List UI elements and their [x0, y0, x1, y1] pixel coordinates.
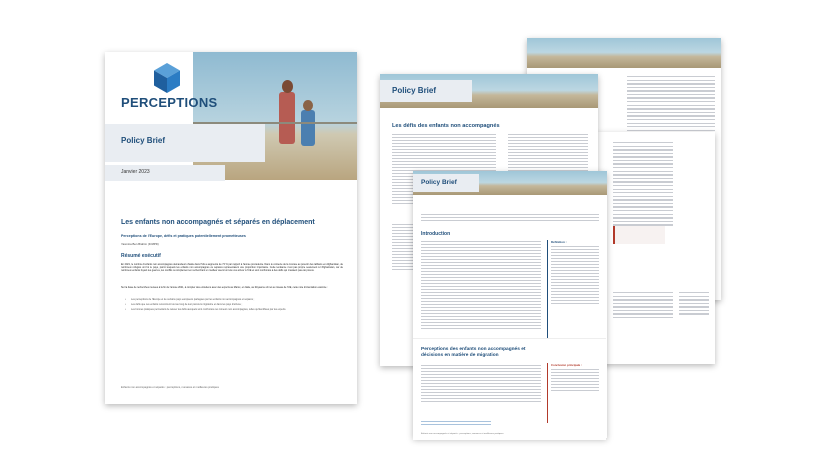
page4-footer: Enfants non accompagnés et séparés : perceptions, menaces et meilleures pratiques	[421, 433, 504, 435]
brand-name: PERCEPTIONS	[121, 95, 218, 110]
page3-lead-text	[421, 214, 599, 223]
author: Yasmina Ben Brahim (ICMPD)	[121, 242, 159, 246]
document-subtitle: Perceptions de l'Europe, défis et pratiques potentiellement prometteuses	[121, 234, 246, 238]
summary-paragraph-2: Sur la base de recherches menées à la fin de l'année 2021, à compter des entretiens avec des experts au Maroc, en Italie, au Royaume-Uni et au niveau de l'UE, cette note d'orientation examine :	[121, 286, 328, 289]
hexagon-cube-logo-icon	[152, 62, 182, 94]
child-left-head	[282, 80, 293, 93]
child-right	[301, 110, 315, 146]
page-back-photo	[527, 38, 721, 68]
summary-bullet-list	[125, 298, 343, 312]
page-back-right	[597, 132, 715, 364]
summary-heading: Résumé exécutif	[121, 253, 161, 259]
page3-definition-heading: Définition :	[551, 240, 567, 244]
summary-bullet: • Les perceptions de l'Europe et de certains pays européens partagées par les enfants non accompagnés et séparés ;	[125, 298, 255, 301]
summary-bullet: • Les défis que ces enfants rencontrent tout au long de leur parcours migratoire et dans les pays d'arrivée ;	[125, 303, 243, 307]
page4-section-heading: Perceptions des enfants non accompagnés et décisions en matière de migration	[421, 347, 526, 358]
page3-intro-heading: Introduction	[421, 231, 451, 237]
summary-paragraph-1: En 2021, le nombre d'enfants non accompagnés demandeurs d'asile dans l'UE a augmenté de 72 % par rapport à l'année précédente. Dans le contexte de la montée au pouvoir des talibans en Afghanistan, de nombreux réfugiés ont fui le pays, parmi lesquels les enfants non accompagnés ou séparés représentaient une proportion importante. Cette tendance n'est pas propre seulement à l'Afghanistan, car de nombreux enfants fuyant les guerres, les conflits ou simplement en recherchant un meilleur avenir ont été vus arriver à l'UE et sont confrontés à des défis qui n'avaient pas été prévus.	[121, 263, 343, 273]
page2-section-heading: Les défis des enfants non accompagnés	[392, 123, 500, 129]
page-right-sidebar	[679, 292, 709, 317]
cover-footer: Enfants non accompagnés et séparés : perceptions, menaces et meilleures pratiques	[121, 386, 219, 389]
page-right-text-2	[613, 292, 673, 321]
page3-definition-box	[547, 240, 599, 350]
child-right-head	[303, 100, 313, 111]
page-right-red-highlight	[613, 226, 665, 244]
publication-date: Janvier 2023	[121, 169, 150, 175]
page-perceptions	[413, 338, 606, 440]
page3-intro-text	[421, 241, 541, 331]
cover-page	[105, 52, 357, 404]
page4-text	[421, 365, 541, 404]
series-label: Policy Brief	[121, 136, 166, 145]
page-right-text	[613, 142, 673, 228]
page4-conclusion-box	[547, 363, 599, 423]
page3-series-label: Policy Brief	[421, 179, 457, 186]
page2-series-label: Policy Brief	[392, 86, 437, 95]
page4-links	[421, 421, 491, 427]
page4-conclusion-heading: Conclusion principale :	[551, 363, 582, 367]
document-title: Les enfants non accompagnés et séparés en déplacement	[121, 219, 315, 226]
summary-bullet: • Les bonnes pratiques permettant de relever les défis auxquels sont confrontés ces mineurs non accompagnés, telles qu'identifiées par les experts.	[125, 308, 287, 312]
page-back-text	[627, 76, 715, 133]
child-left	[279, 92, 295, 144]
